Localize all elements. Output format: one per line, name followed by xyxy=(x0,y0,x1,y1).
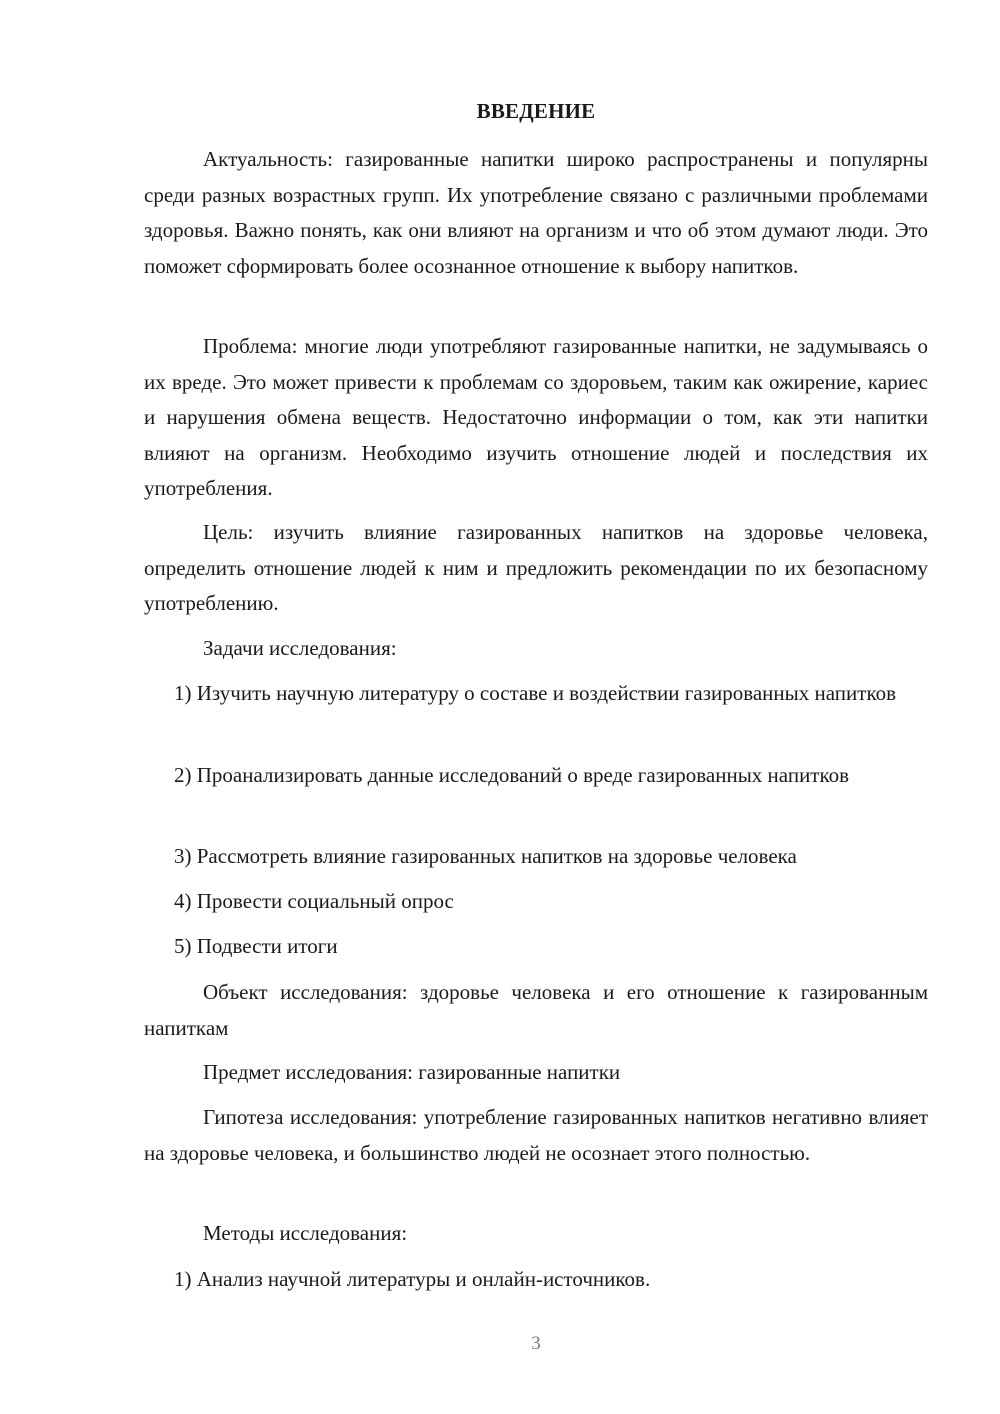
document-page xyxy=(144,0,928,1414)
paragraph-methods-heading: Методы исследования: xyxy=(203,1221,408,1245)
paragraph-research-object: Объект исследования: здоровье человека и его отношение к газированным напиткам xyxy=(144,980,928,1040)
list-item-method-1: 1) Анализ научной литературы и онлайн-источников. xyxy=(174,1267,651,1291)
list-item-task-3: 3) Рассмотреть влияние газированных напитков на здоровье человека xyxy=(174,844,797,868)
paragraph-goal: Цель: изучить влияние газированных напитков на здоровье человека, определить отношение людей к ним и предложить рекомендации по их безопасному употреблению. xyxy=(144,520,928,615)
list-item-task-4: 4) Провести социальный опрос xyxy=(174,889,454,913)
list-item-task-5: 5) Подвести итоги xyxy=(174,934,338,958)
paragraph-tasks-heading: Задачи исследования: xyxy=(203,636,397,660)
paragraph-research-subject: Предмет исследования: газированные напитки xyxy=(203,1060,621,1084)
paragraph-hypothesis: Гипотеза исследования: употребление газированных напитков негативно влияет на здоровье человека, и большинство людей не осознает этого полностью. xyxy=(144,1105,928,1165)
paragraph-problem: Проблема: многие люди употребляют газированные напитки, не задумываясь о их вреде. Это может привести к проблемам со здоровьем, таким как ожирение, кариес и нарушения обмена веществ. Недостаточно информации о том, как эти напитки влияют на организм. Необходимо изучить отношение людей и последствия их употребления. xyxy=(144,334,928,500)
section-heading: ВВЕДЕНИЕ xyxy=(476,99,596,123)
paragraph-relevance: Актуальность: газированные напитки широко распространены и популярны среди разных возрастных групп. Их употребление связано с различными проблемами здоровья. Важно понять, как они влияют на организм и что об этом думают люди. Это поможет сформировать более осознанное отношение к выбору напитков. xyxy=(144,147,928,278)
list-item-task-1: 1) Изучить научную литературу о составе и воздействии газированных напитков xyxy=(174,681,897,705)
page-number: 3 xyxy=(531,1333,541,1354)
list-item-task-2: 2) Проанализировать данные исследований о вреде газированных напитков xyxy=(174,763,850,787)
